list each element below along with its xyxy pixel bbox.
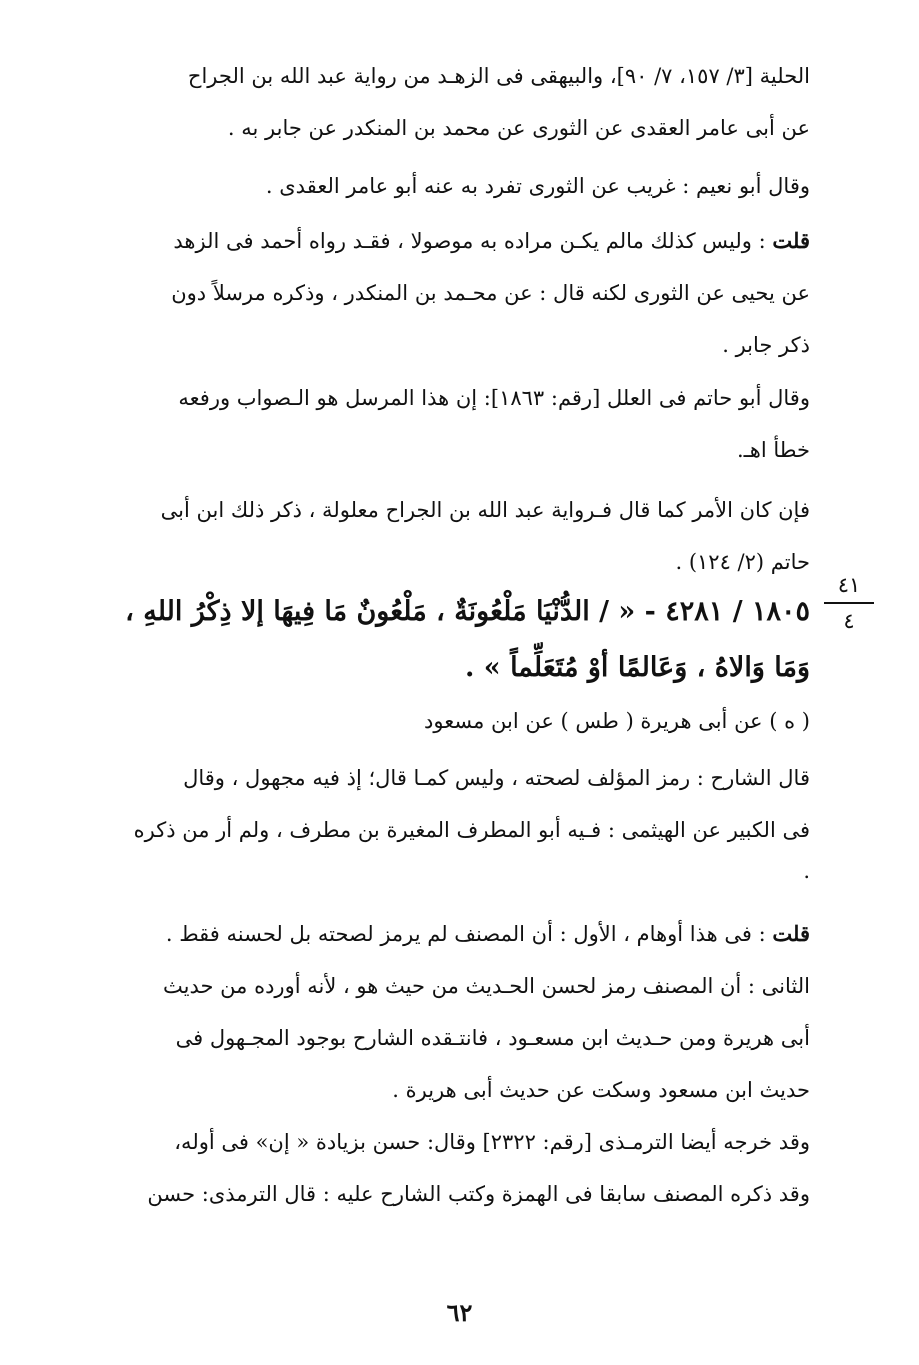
text-line: عن يحيى عن الثورى لكنه قال : عن محـمد بن المنكدر ، وذكره مرسلاً دون — [171, 281, 810, 305]
paragraph-qultu-2 — [98, 908, 810, 1116]
text-line: حاتم (٢/ ١٢٤) . — [675, 550, 810, 574]
text-line: فإن كان الأمر كما قال فـرواية عبد الله بن الجراح معلولة ، ذكر ذلك ابن أبى — [160, 498, 810, 522]
hadith-text — [98, 584, 810, 696]
paragraph-qultu-1 — [98, 215, 810, 371]
margin-reference — [820, 572, 878, 634]
text-line — [98, 908, 810, 960]
text-line — [98, 215, 810, 267]
text-line: أبى هريرة ومن حـديث ابن مسعـود ، فانتـقده الشارح بوجود المجـهول فى — [175, 1026, 810, 1050]
text-line: عن أبى عامر العقدى عن الثورى عن محمد بن المنكدر عن جابر به . — [227, 116, 810, 140]
qultu-lead: قلت — [772, 921, 810, 946]
text-line: وقال أبو حاتم فى العلل [رقم: ١٨٦٣]: إن هذا المرسل هو الـصواب ورفعه — [178, 386, 810, 410]
qultu-lead: قلت — [772, 228, 810, 253]
text-line: قال الشارح : رمز المؤلف لصحته ، وليس كمـا قال؛ إذ فيه مجهول ، وقال — [183, 766, 810, 790]
paragraph-fa-in-kana — [98, 484, 810, 588]
paragraph-sharih — [98, 752, 810, 886]
text-line: ( ه ) عن أبى هريرة ( طس ) عن ابن مسعود — [424, 709, 810, 733]
margin-ref-bottom: ٤ — [843, 609, 855, 633]
text-line: . — [803, 859, 810, 883]
paragraph-tirmidhi — [98, 1116, 810, 1220]
source-line — [98, 695, 810, 747]
text-span: : وليس كذلك مالم يكـن مراده به موصولا ، فقـد رواه أحمد فى الزهد — [173, 229, 766, 253]
text-line: الثانى : أن المصنف رمز لحسن الحـديث من حيث هو ، لأنه أورده من حديث — [163, 974, 810, 998]
text-line: وقال أبو نعيم : غريب عن الثورى تفرد به عنه أبو عامر العقدى . — [265, 174, 810, 198]
margin-ref-rule — [824, 602, 874, 604]
hadith-line: ١٨٠٥ / ٤٢٨١ - « / الدُّنْيَا مَلْعُونَةٌ ، مَلْعُونٌ مَا فِيهَا إلا ذِكْرُ اللهِ ، — [125, 596, 810, 627]
text-line: وقد ذكره المصنف سابقا فى الهمزة وكتب الشارح عليه : قال الترمذى: حسن — [147, 1182, 810, 1206]
text-line: الحلية [٣/ ١٥٧، ٧/ ٩٠]، والبيهقى فى الزهـد من رواية عبد الله بن الجراح — [187, 64, 810, 88]
margin-ref-top: ٤١ — [837, 573, 861, 597]
text-line: وقد خرجه أيضا الترمـذى [رقم: ٢٣٢٢] وقال: حسن بزيادة « إن» فى أوله، — [174, 1130, 810, 1154]
text-line: ذكر جابر . — [722, 333, 810, 357]
text-line: خطأ اهـ. — [736, 438, 810, 462]
text-line: حديث ابن مسعود وسكت عن حديث أبى هريرة . — [392, 1078, 810, 1102]
paragraph-abu-nuaym — [98, 160, 810, 212]
page-number: ٦٢ — [446, 1298, 473, 1327]
paragraph-hilya — [98, 50, 810, 154]
text-line: فى الكبير عن الهيثمى : فـيه أبو المطرف المغيرة بن مطرف ، ولم أر من ذكره — [133, 818, 810, 842]
paragraph-abu-hatim — [98, 372, 810, 476]
hadith-line: وَمَا وَالاهُ ، وَعَالمًا أوْ مُتَعَلِّماً » . — [465, 652, 810, 683]
text-span: : فى هذا أوهام ، الأول : أن المصنف لم يرمز لصحته بل لحسنه فقط . — [165, 922, 766, 946]
